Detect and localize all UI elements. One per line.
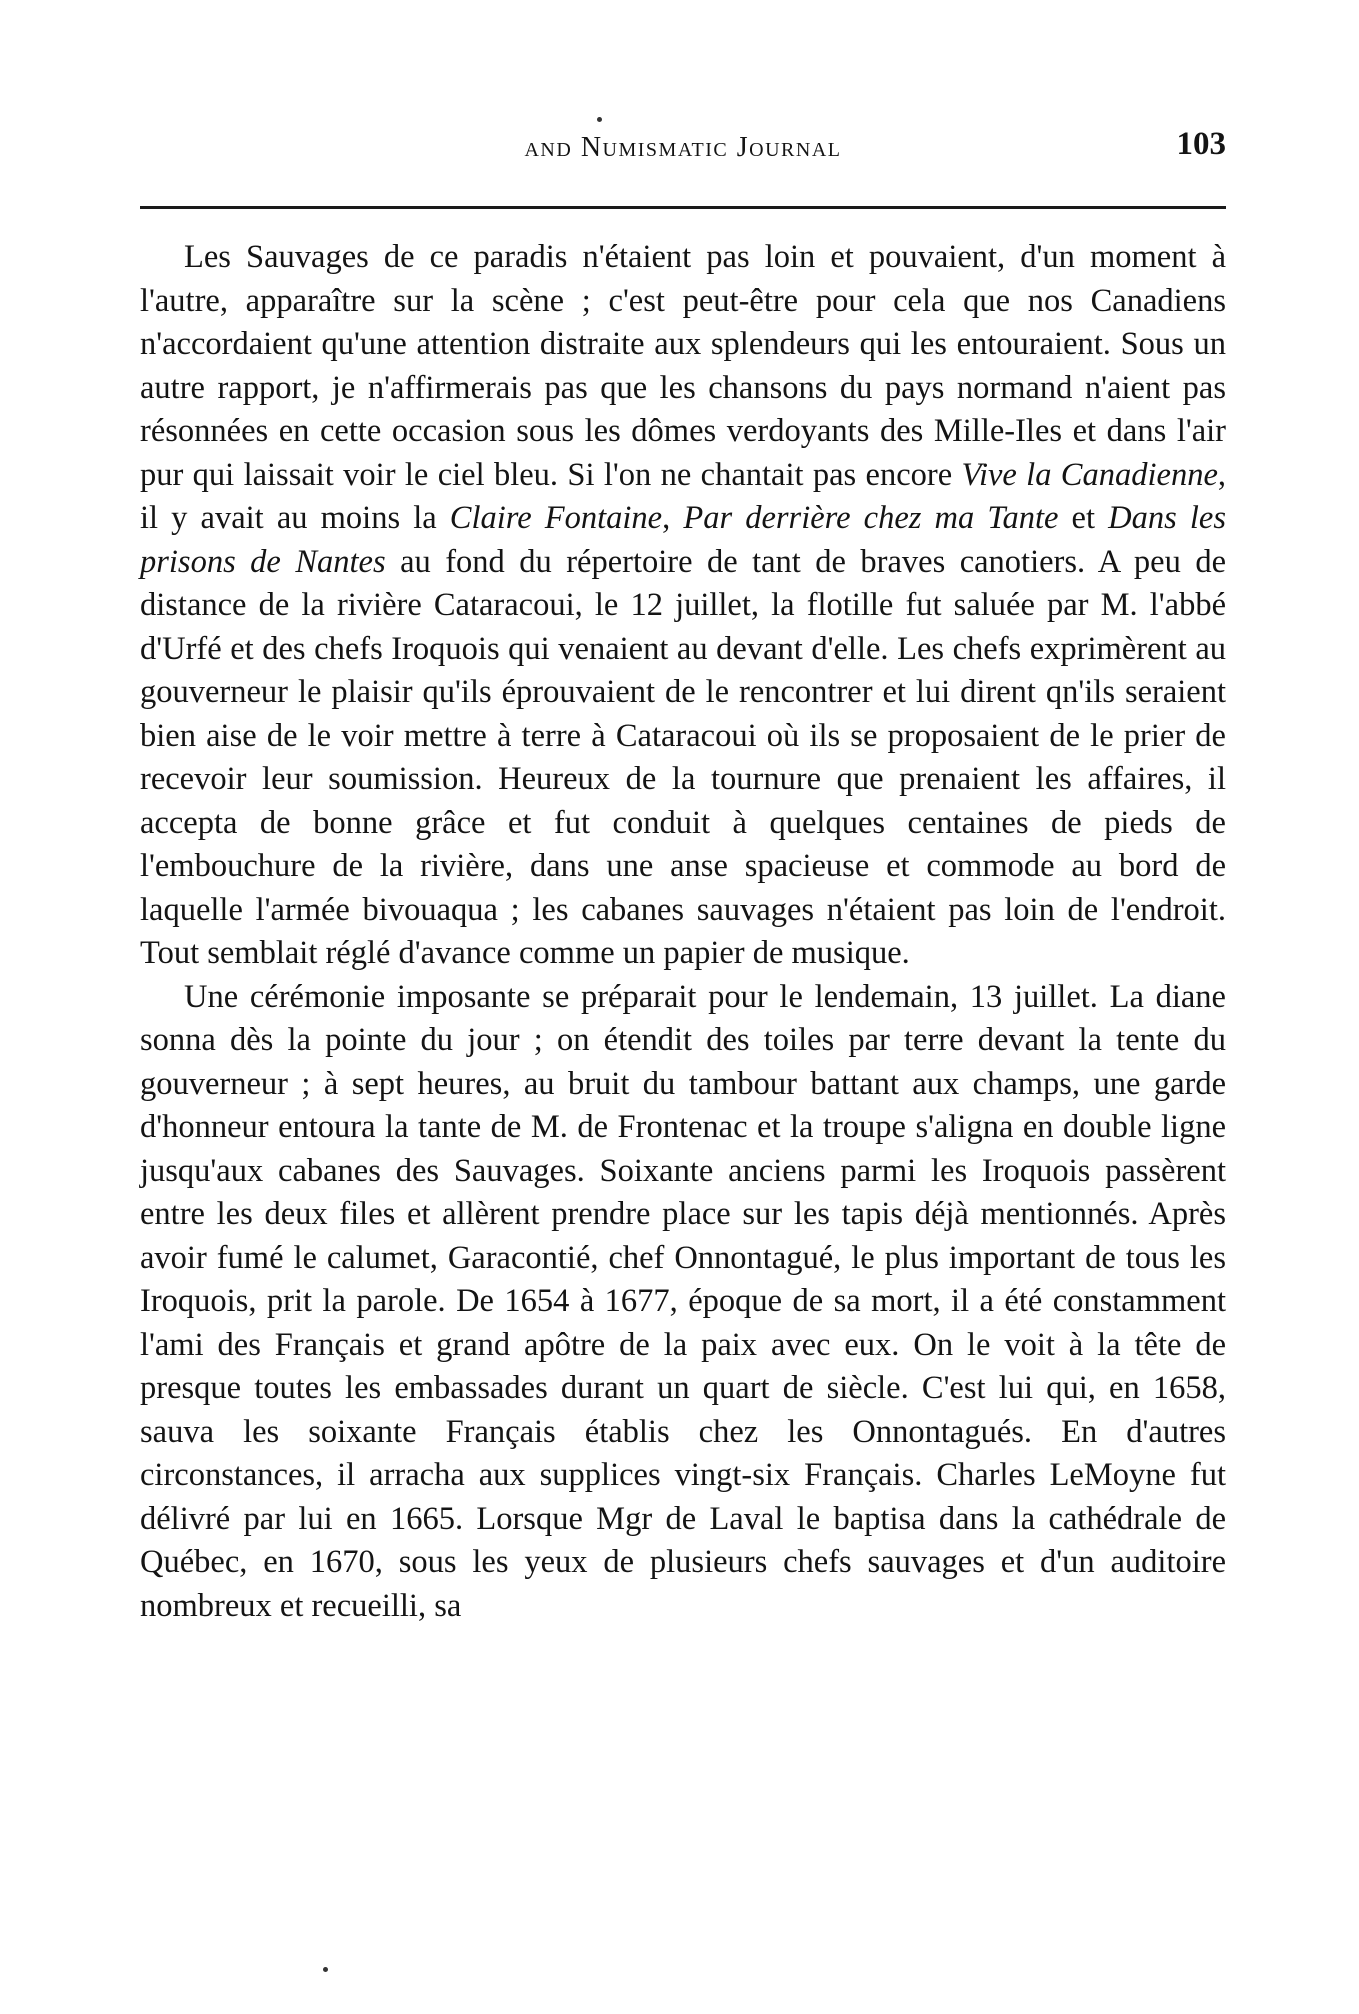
text-run: au fond du répertoire de tant de braves canotiers. A peu de distance de la rivière Cataracoui, le 12 juillet, la flotille fut saluée par M. l'abbé d'Urfé et des chefs Iroquois qui venaient au devant d'elle. Les chefs exprimèrent au gouverneur le plaisir qu'ils éprouvaient de le rencontrer et lui dirent qn'ils seraient bien aise de le voir mettre à terre à Cataracoui où ils se proposaient de le prier de recevoir leur soumission. Heureux de la tournure que prenaient les affaires, il accepta de bonne grâce et fut conduit à quelques centaines de pieds de l'embouchure de la rivière, dans une anse spacieuse et commode au bord de laquelle l'armée bivouaqua ; les cabanes sauvages n'étaient pas loin de l'endroit. Tout semblait réglé d'avance comme un papier de musique.	[140, 543, 1226, 971]
paragraph-1	[140, 236, 1226, 976]
song-title: Claire Fontaine	[449, 500, 663, 536]
song-title: Dans les prisons de Nantes	[140, 500, 1226, 580]
text-run: ,	[662, 500, 684, 536]
text-run: et	[1058, 500, 1109, 536]
song-title: Vive la Canadienne	[961, 456, 1218, 493]
text-run: , il y avait au moins la	[140, 456, 1226, 536]
song-title: Par derrière chez ma Tante	[683, 500, 1059, 536]
page-number: 103	[1176, 126, 1226, 162]
speck-mark	[323, 1967, 328, 1972]
text-run: Les Sauvages de ce paradis n'étaient pas loin et pouvaient, d'un moment à l'autre, apparaître sur la scène ; c'est peut-être pour cela que nos Canadiens n'accordaient qu'une attention distraite aux splendeurs qui les entouraient. Sous un autre rapport, je n'affirmerais pas que les chansons du pays normand n'aient pas résonnées en cette occasion sous les dômes verdoyants des Mille-Iles et dans l'air pur qui laissait voir le ciel bleu. Si l'on ne chantait pas encore	[140, 239, 1226, 493]
text-run: Une cérémonie imposante se préparait pour le lendemain, 13 juillet. La diane sonna dès la pointe du jour ; on étendit des toiles par terre devant la tente du gouverneur ; à sept heures, au bruit du tambour battant aux champs, une garde d'honneur entoura la tante de M. de Frontenac et la troupe s'aligna en double ligne jusqu'aux cabanes des Sauvages. Soixante anciens parmi les Iroquois passèrent entre les deux files et allèrent prendre place sur les tapis déjà mentionnés. Après avoir fumé le calumet, Garacontié, chef Onnontagué, le plus important de tous les Iroquois, prit la parole. De 1654 à 1677, époque de sa mort, il a été constamment l'ami des Français et grand apôtre de la paix avec eux. On le voit à la tête de presque toutes les embassades durant un quart de siècle. C'est lui qui, en 1658, sauva les soixante Français établis chez les Onnontagués. En d'autres circonstances, il arracha aux supplices vingt-six Français. Charles LeMoyne fut délivré par lui en 1665. Lorsque Mgr de Laval le baptisa dans la cathédrale de Québec, en 1670, sous les yeux de plusieurs chefs sauvages et d'un auditoire nombreux et recueilli, sa	[140, 978, 1226, 1624]
body-text	[140, 236, 1226, 1628]
header-rule	[140, 206, 1226, 209]
running-title: and Numismatic Journal	[524, 132, 842, 163]
paragraph-2	[140, 976, 1226, 1629]
page-header	[140, 122, 1226, 182]
